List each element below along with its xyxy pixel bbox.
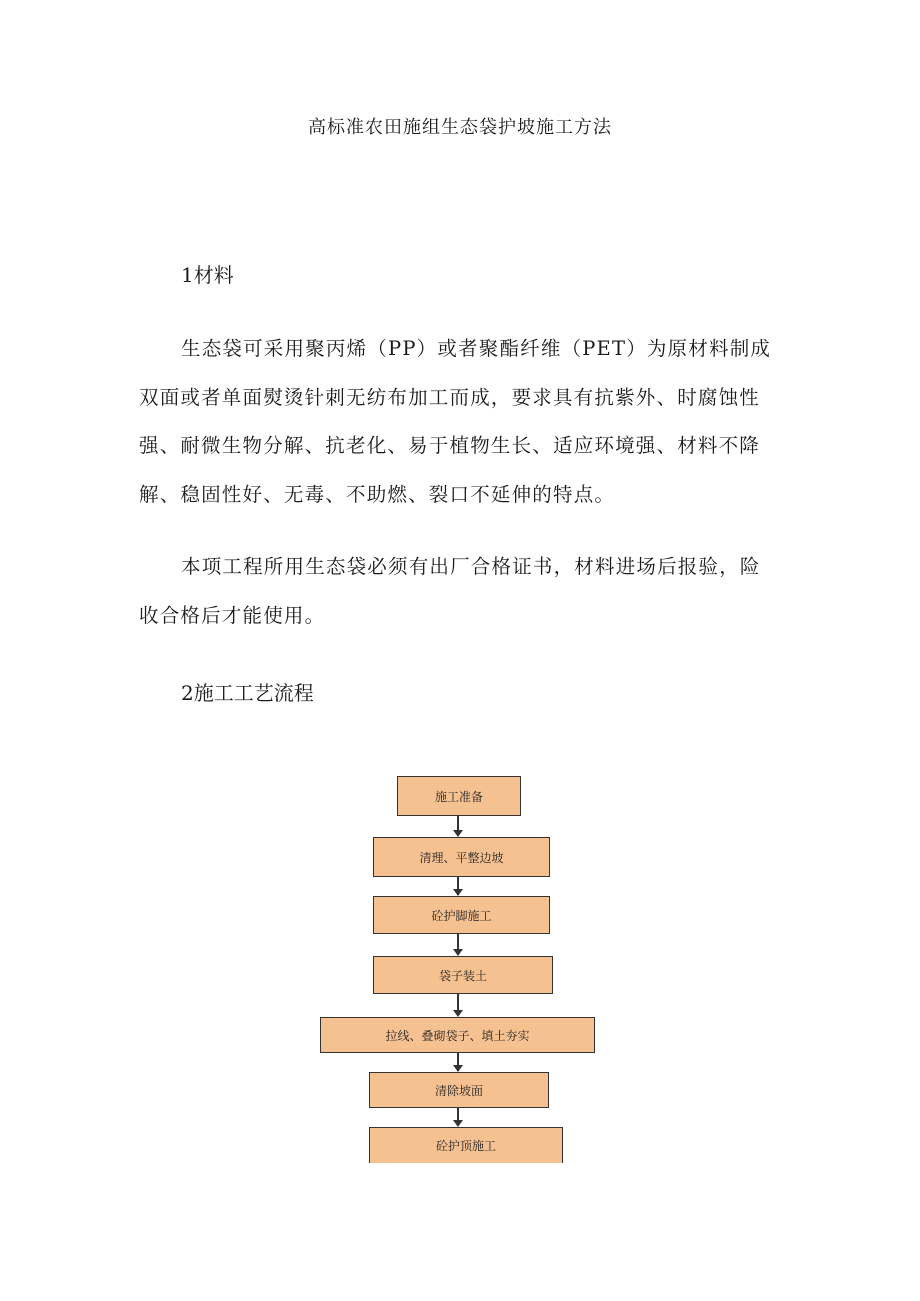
flow-arrow [457, 816, 459, 835]
flow-step-top-protection: 砼护顶施工 [369, 1127, 563, 1163]
flow-arrow [457, 1053, 459, 1070]
section-heading-process: 2施工工艺流程 [181, 681, 314, 705]
flow-step-preparation: 施工准备 [397, 776, 521, 816]
flow-step-toe-protection: 砼护脚施工 [373, 896, 550, 934]
flow-arrow [457, 877, 459, 894]
flow-step-fill-bags: 袋子装土 [373, 956, 553, 994]
flow-arrow [457, 934, 459, 954]
flow-step-clear-slope: 清理、平整边坡 [373, 837, 550, 877]
certification-paragraph: 本项工程所用生态袋必须有出厂合格证书，材料进场后报验，险收合格后才能使用。 [139, 555, 761, 627]
flow-step-stack-bags: 拉线、叠砌袋子、填土夯实 [320, 1017, 595, 1053]
flow-arrow [457, 994, 459, 1015]
flow-arrow [457, 1108, 459, 1125]
page-title: 高标准农田施组生态袋护坡施工方法 [308, 117, 612, 138]
section-heading-materials: 1材料 [181, 263, 234, 287]
materials-paragraph: 生态袋可采用聚丙烯（PP）或者聚酯纤维（PET）为原材料制成双面或者单面熨烫针刺无纺布加工而成，要求具有抗紫外、时腐蚀性强、耐微生物分解、抗老化、易于植物生长、适应环境强、材料不降解、稳固性好、无毒、不助燃、裂口不延伸的特点。 [139, 337, 772, 506]
flow-step-clear-surface: 清除坡面 [369, 1072, 549, 1108]
